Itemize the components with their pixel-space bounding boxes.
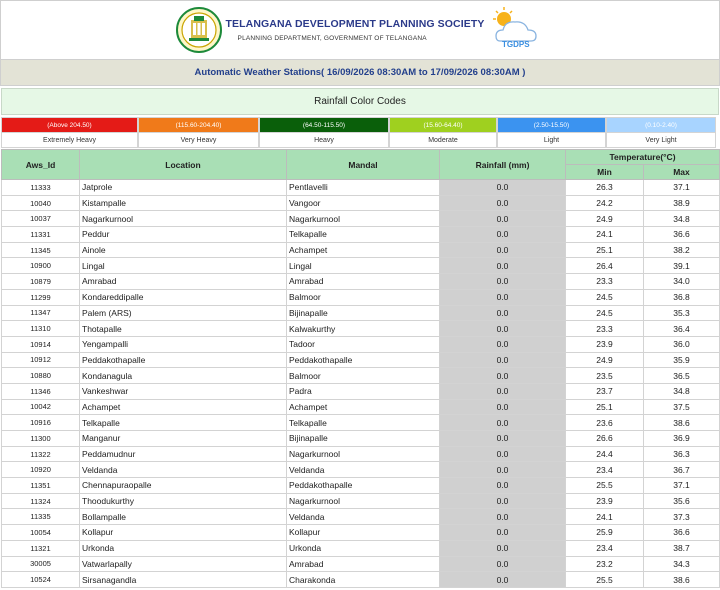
weather-table bbox=[1, 149, 720, 588]
cell-aws-id: 10912 bbox=[2, 352, 80, 368]
cell-temp-max: 37.1 bbox=[644, 478, 720, 494]
cell-mandal: Veldanda bbox=[287, 509, 440, 525]
cell-aws-id: 10037 bbox=[2, 211, 80, 227]
table-row bbox=[2, 195, 720, 211]
cell-temp-max: 34.0 bbox=[644, 274, 720, 290]
cell-rainfall: 0.0 bbox=[440, 572, 566, 588]
cell-temp-max: 37.3 bbox=[644, 509, 720, 525]
cell-aws-id: 11346 bbox=[2, 383, 80, 399]
rainfall-code-swatch: (64.50-115.50) bbox=[260, 118, 388, 132]
cell-location: Sirsanagandla bbox=[80, 572, 287, 588]
table-body bbox=[2, 180, 720, 588]
cell-mandal: Bijinapalle bbox=[287, 431, 440, 447]
cell-location: Lingal bbox=[80, 258, 287, 274]
table-row bbox=[2, 352, 720, 368]
cell-mandal: Urkonda bbox=[287, 540, 440, 556]
cell-location: Peddakothapalle bbox=[80, 352, 287, 368]
cell-temp-min: 23.5 bbox=[566, 368, 644, 384]
rainfall-code-label: Moderate bbox=[390, 132, 496, 147]
cell-mandal: Kalwakurthy bbox=[287, 321, 440, 337]
cell-mandal: Tadoor bbox=[287, 336, 440, 352]
cell-temp-min: 24.5 bbox=[566, 305, 644, 321]
cell-location: Vatwarlapally bbox=[80, 556, 287, 572]
table-row bbox=[2, 383, 720, 399]
table-row bbox=[2, 305, 720, 321]
cell-temp-max: 34.8 bbox=[644, 211, 720, 227]
header-mandal: Mandal bbox=[287, 150, 440, 180]
cell-mandal: Kollapur bbox=[287, 525, 440, 541]
table-row bbox=[2, 336, 720, 352]
cell-temp-max: 34.8 bbox=[644, 383, 720, 399]
cell-mandal: Telkapalle bbox=[287, 227, 440, 243]
cell-temp-min: 23.4 bbox=[566, 462, 644, 478]
sun-cloud-icon bbox=[488, 5, 544, 55]
cell-mandal: Pentlavelli bbox=[287, 180, 440, 196]
rainfall-code bbox=[389, 117, 497, 148]
cell-temp-min: 25.5 bbox=[566, 572, 644, 588]
cell-rainfall: 0.0 bbox=[440, 462, 566, 478]
cell-location: Vankeshwar bbox=[80, 383, 287, 399]
cell-aws-id: 10524 bbox=[2, 572, 80, 588]
table-row bbox=[2, 556, 720, 572]
rainfall-code-label: Heavy bbox=[260, 132, 388, 147]
cell-aws-id: 11300 bbox=[2, 431, 80, 447]
org-name: TELANGANA DEVELOPMENT PLANNING SOCIETY bbox=[225, 18, 485, 30]
cell-aws-id: 11345 bbox=[2, 242, 80, 258]
org-text bbox=[226, 18, 485, 42]
table-row bbox=[2, 368, 720, 384]
cell-temp-max: 36.3 bbox=[644, 446, 720, 462]
table-row bbox=[2, 274, 720, 290]
cell-aws-id: 10879 bbox=[2, 274, 80, 290]
cell-rainfall: 0.0 bbox=[440, 305, 566, 321]
cell-rainfall: 0.0 bbox=[440, 525, 566, 541]
cell-location: Palem (ARS) bbox=[80, 305, 287, 321]
cell-temp-min: 26.4 bbox=[566, 258, 644, 274]
cell-location: Veldanda bbox=[80, 462, 287, 478]
header-location: Location bbox=[80, 150, 287, 180]
cell-location: Kollapur bbox=[80, 525, 287, 541]
cell-temp-max: 36.8 bbox=[644, 289, 720, 305]
cell-temp-max: 34.3 bbox=[644, 556, 720, 572]
header-aws-id: Aws_Id bbox=[2, 150, 80, 180]
cell-location: Thotapalle bbox=[80, 321, 287, 337]
table-row bbox=[2, 242, 720, 258]
cell-aws-id: 10880 bbox=[2, 368, 80, 384]
cell-aws-id: 10042 bbox=[2, 399, 80, 415]
cell-aws-id: 11322 bbox=[2, 446, 80, 462]
table-row bbox=[2, 289, 720, 305]
cell-temp-max: 36.0 bbox=[644, 336, 720, 352]
table-row bbox=[2, 431, 720, 447]
cell-aws-id: 11321 bbox=[2, 540, 80, 556]
rainfall-codes bbox=[1, 117, 719, 148]
header-temperature: Temperature(°C) bbox=[566, 150, 720, 165]
cell-temp-min: 24.1 bbox=[566, 509, 644, 525]
cell-temp-max: 38.2 bbox=[644, 242, 720, 258]
tgdps-label: TGDPS bbox=[502, 40, 531, 49]
cell-temp-min: 26.3 bbox=[566, 180, 644, 196]
table-row bbox=[2, 493, 720, 509]
header-max: Max bbox=[644, 165, 720, 180]
cell-location: Kistampalle bbox=[80, 195, 287, 211]
cell-aws-id: 11347 bbox=[2, 305, 80, 321]
cell-aws-id: 11310 bbox=[2, 321, 80, 337]
cell-rainfall: 0.0 bbox=[440, 509, 566, 525]
rainfall-code-label: Very Heavy bbox=[139, 132, 258, 147]
org-subtitle: PLANNING DEPARTMENT, GOVERNMENT OF TELANGANA bbox=[237, 35, 427, 42]
cell-mandal: Peddakothapalle bbox=[287, 352, 440, 368]
table-row bbox=[2, 446, 720, 462]
cell-aws-id: 11299 bbox=[2, 289, 80, 305]
rainfall-code bbox=[606, 117, 716, 148]
cell-rainfall: 0.0 bbox=[440, 195, 566, 211]
cell-rainfall: 0.0 bbox=[440, 383, 566, 399]
cell-rainfall: 0.0 bbox=[440, 431, 566, 447]
rainfall-code bbox=[497, 117, 606, 148]
table-row bbox=[2, 415, 720, 431]
header-rainfall: Rainfall (mm) bbox=[440, 150, 566, 180]
cell-location: Kondareddipalle bbox=[80, 289, 287, 305]
cell-location: Chennapuraopalle bbox=[80, 478, 287, 494]
cell-rainfall: 0.0 bbox=[440, 227, 566, 243]
cell-temp-max: 38.6 bbox=[644, 572, 720, 588]
cell-mandal: Nagarkurnool bbox=[287, 446, 440, 462]
cell-mandal: Nagarkurnool bbox=[287, 493, 440, 509]
cell-mandal: Achampet bbox=[287, 242, 440, 258]
cell-rainfall: 0.0 bbox=[440, 274, 566, 290]
page-title: Automatic Weather Stations( 16/09/2026 08:30AM to 17/09/2026 08:30AM ) bbox=[0, 60, 720, 86]
cell-rainfall: 0.0 bbox=[440, 399, 566, 415]
cell-location: Kondanagula bbox=[80, 368, 287, 384]
cell-location: Urkonda bbox=[80, 540, 287, 556]
cell-temp-min: 24.5 bbox=[566, 289, 644, 305]
table-row bbox=[2, 321, 720, 337]
cell-rainfall: 0.0 bbox=[440, 368, 566, 384]
cell-location: Achampet bbox=[80, 399, 287, 415]
cell-mandal: Amrabad bbox=[287, 556, 440, 572]
cell-mandal: Balmoor bbox=[287, 368, 440, 384]
cell-temp-max: 35.6 bbox=[644, 493, 720, 509]
cell-temp-max: 37.5 bbox=[644, 399, 720, 415]
table-row bbox=[2, 509, 720, 525]
cell-rainfall: 0.0 bbox=[440, 289, 566, 305]
cell-aws-id: 11333 bbox=[2, 180, 80, 196]
cell-temp-min: 24.4 bbox=[566, 446, 644, 462]
cell-location: Telkapalle bbox=[80, 415, 287, 431]
cell-aws-id: 10920 bbox=[2, 462, 80, 478]
cell-rainfall: 0.0 bbox=[440, 446, 566, 462]
cell-location: Manganur bbox=[80, 431, 287, 447]
cell-temp-max: 37.1 bbox=[644, 180, 720, 196]
telangana-emblem-icon bbox=[176, 7, 222, 53]
rainfall-code-label: Light bbox=[498, 132, 605, 147]
cell-temp-max: 38.7 bbox=[644, 540, 720, 556]
cell-aws-id: 11324 bbox=[2, 493, 80, 509]
cell-temp-min: 25.5 bbox=[566, 478, 644, 494]
cell-temp-min: 23.6 bbox=[566, 415, 644, 431]
cell-temp-max: 38.6 bbox=[644, 415, 720, 431]
cell-temp-max: 38.9 bbox=[644, 195, 720, 211]
header-min: Min bbox=[566, 165, 644, 180]
cell-mandal: Amrabad bbox=[287, 274, 440, 290]
cell-rainfall: 0.0 bbox=[440, 415, 566, 431]
cell-temp-min: 25.9 bbox=[566, 525, 644, 541]
cell-location: Nagarkurnool bbox=[80, 211, 287, 227]
cell-mandal: Nagarkurnool bbox=[287, 211, 440, 227]
cell-temp-max: 35.9 bbox=[644, 352, 720, 368]
cell-mandal: Lingal bbox=[287, 258, 440, 274]
cell-temp-max: 36.7 bbox=[644, 462, 720, 478]
table-row bbox=[2, 572, 720, 588]
cell-aws-id: 11331 bbox=[2, 227, 80, 243]
rainfall-code bbox=[138, 117, 259, 148]
cell-rainfall: 0.0 bbox=[440, 352, 566, 368]
rainfall-code-swatch: (0.10-2.40) bbox=[607, 118, 715, 132]
header bbox=[0, 0, 720, 60]
cell-rainfall: 0.0 bbox=[440, 211, 566, 227]
table-row bbox=[2, 525, 720, 541]
header-inner bbox=[176, 5, 545, 55]
table-row bbox=[2, 227, 720, 243]
cell-temp-min: 23.9 bbox=[566, 493, 644, 509]
cell-rainfall: 0.0 bbox=[440, 336, 566, 352]
cell-aws-id: 10914 bbox=[2, 336, 80, 352]
cell-location: Jatprole bbox=[80, 180, 287, 196]
table-row bbox=[2, 399, 720, 415]
cell-location: Peddamudnur bbox=[80, 446, 287, 462]
cell-temp-min: 23.7 bbox=[566, 383, 644, 399]
rainfall-code bbox=[1, 117, 138, 148]
cell-rainfall: 0.0 bbox=[440, 556, 566, 572]
cell-mandal: Peddakothapalle bbox=[287, 478, 440, 494]
cell-temp-min: 25.1 bbox=[566, 399, 644, 415]
cell-temp-min: 24.9 bbox=[566, 211, 644, 227]
cell-mandal: Veldanda bbox=[287, 462, 440, 478]
cell-mandal: Balmoor bbox=[287, 289, 440, 305]
cell-temp-min: 24.1 bbox=[566, 227, 644, 243]
cell-mandal: Vangoor bbox=[287, 195, 440, 211]
cell-temp-min: 23.2 bbox=[566, 556, 644, 572]
table-row bbox=[2, 462, 720, 478]
cell-mandal: Achampet bbox=[287, 399, 440, 415]
rainfall-code-swatch: (2.50-15.50) bbox=[498, 118, 605, 132]
table-row bbox=[2, 540, 720, 556]
cell-location: Ainole bbox=[80, 242, 287, 258]
cell-location: Bollampalle bbox=[80, 509, 287, 525]
cell-aws-id: 10040 bbox=[2, 195, 80, 211]
cell-rainfall: 0.0 bbox=[440, 180, 566, 196]
cell-location: Yengampalli bbox=[80, 336, 287, 352]
cell-rainfall: 0.0 bbox=[440, 493, 566, 509]
cell-aws-id: 10054 bbox=[2, 525, 80, 541]
cell-aws-id: 30005 bbox=[2, 556, 80, 572]
table-row bbox=[2, 478, 720, 494]
cell-temp-min: 25.1 bbox=[566, 242, 644, 258]
cell-temp-min: 24.9 bbox=[566, 352, 644, 368]
cell-temp-max: 39.1 bbox=[644, 258, 720, 274]
cell-rainfall: 0.0 bbox=[440, 478, 566, 494]
cell-rainfall: 0.0 bbox=[440, 540, 566, 556]
cell-temp-min: 24.2 bbox=[566, 195, 644, 211]
cell-temp-max: 36.6 bbox=[644, 227, 720, 243]
cell-temp-max: 36.5 bbox=[644, 368, 720, 384]
cell-rainfall: 0.0 bbox=[440, 258, 566, 274]
rainfall-code-label: Very Light bbox=[607, 132, 715, 147]
rainfall-code bbox=[259, 117, 389, 148]
cell-aws-id: 10916 bbox=[2, 415, 80, 431]
cell-temp-min: 23.9 bbox=[566, 336, 644, 352]
cell-temp-max: 36.4 bbox=[644, 321, 720, 337]
table-row bbox=[2, 180, 720, 196]
cell-location: Thoodukurthy bbox=[80, 493, 287, 509]
cell-mandal: Charakonda bbox=[287, 572, 440, 588]
cell-mandal: Bijinapalle bbox=[287, 305, 440, 321]
cell-temp-min: 23.3 bbox=[566, 274, 644, 290]
cell-temp-min: 23.4 bbox=[566, 540, 644, 556]
rainfall-code-label: Extremely Heavy bbox=[2, 132, 137, 147]
cell-location: Peddur bbox=[80, 227, 287, 243]
rainfall-code-swatch: (15.60-64.40) bbox=[390, 118, 496, 132]
cell-temp-min: 23.3 bbox=[566, 321, 644, 337]
cell-temp-max: 36.6 bbox=[644, 525, 720, 541]
cell-mandal: Padra bbox=[287, 383, 440, 399]
table-row bbox=[2, 258, 720, 274]
cell-aws-id: 11335 bbox=[2, 509, 80, 525]
cell-location: Amrabad bbox=[80, 274, 287, 290]
cell-rainfall: 0.0 bbox=[440, 321, 566, 337]
table-row bbox=[2, 211, 720, 227]
rainfall-codes-title: Rainfall Color Codes bbox=[1, 88, 719, 115]
cell-temp-max: 36.9 bbox=[644, 431, 720, 447]
cell-temp-max: 35.3 bbox=[644, 305, 720, 321]
cell-mandal: Telkapalle bbox=[287, 415, 440, 431]
cell-rainfall: 0.0 bbox=[440, 242, 566, 258]
cell-aws-id: 11351 bbox=[2, 478, 80, 494]
rainfall-code-swatch: (Above 204.50) bbox=[2, 118, 137, 132]
rainfall-code-swatch: (115.60-204.40) bbox=[139, 118, 258, 132]
cell-temp-min: 26.6 bbox=[566, 431, 644, 447]
cell-aws-id: 10900 bbox=[2, 258, 80, 274]
